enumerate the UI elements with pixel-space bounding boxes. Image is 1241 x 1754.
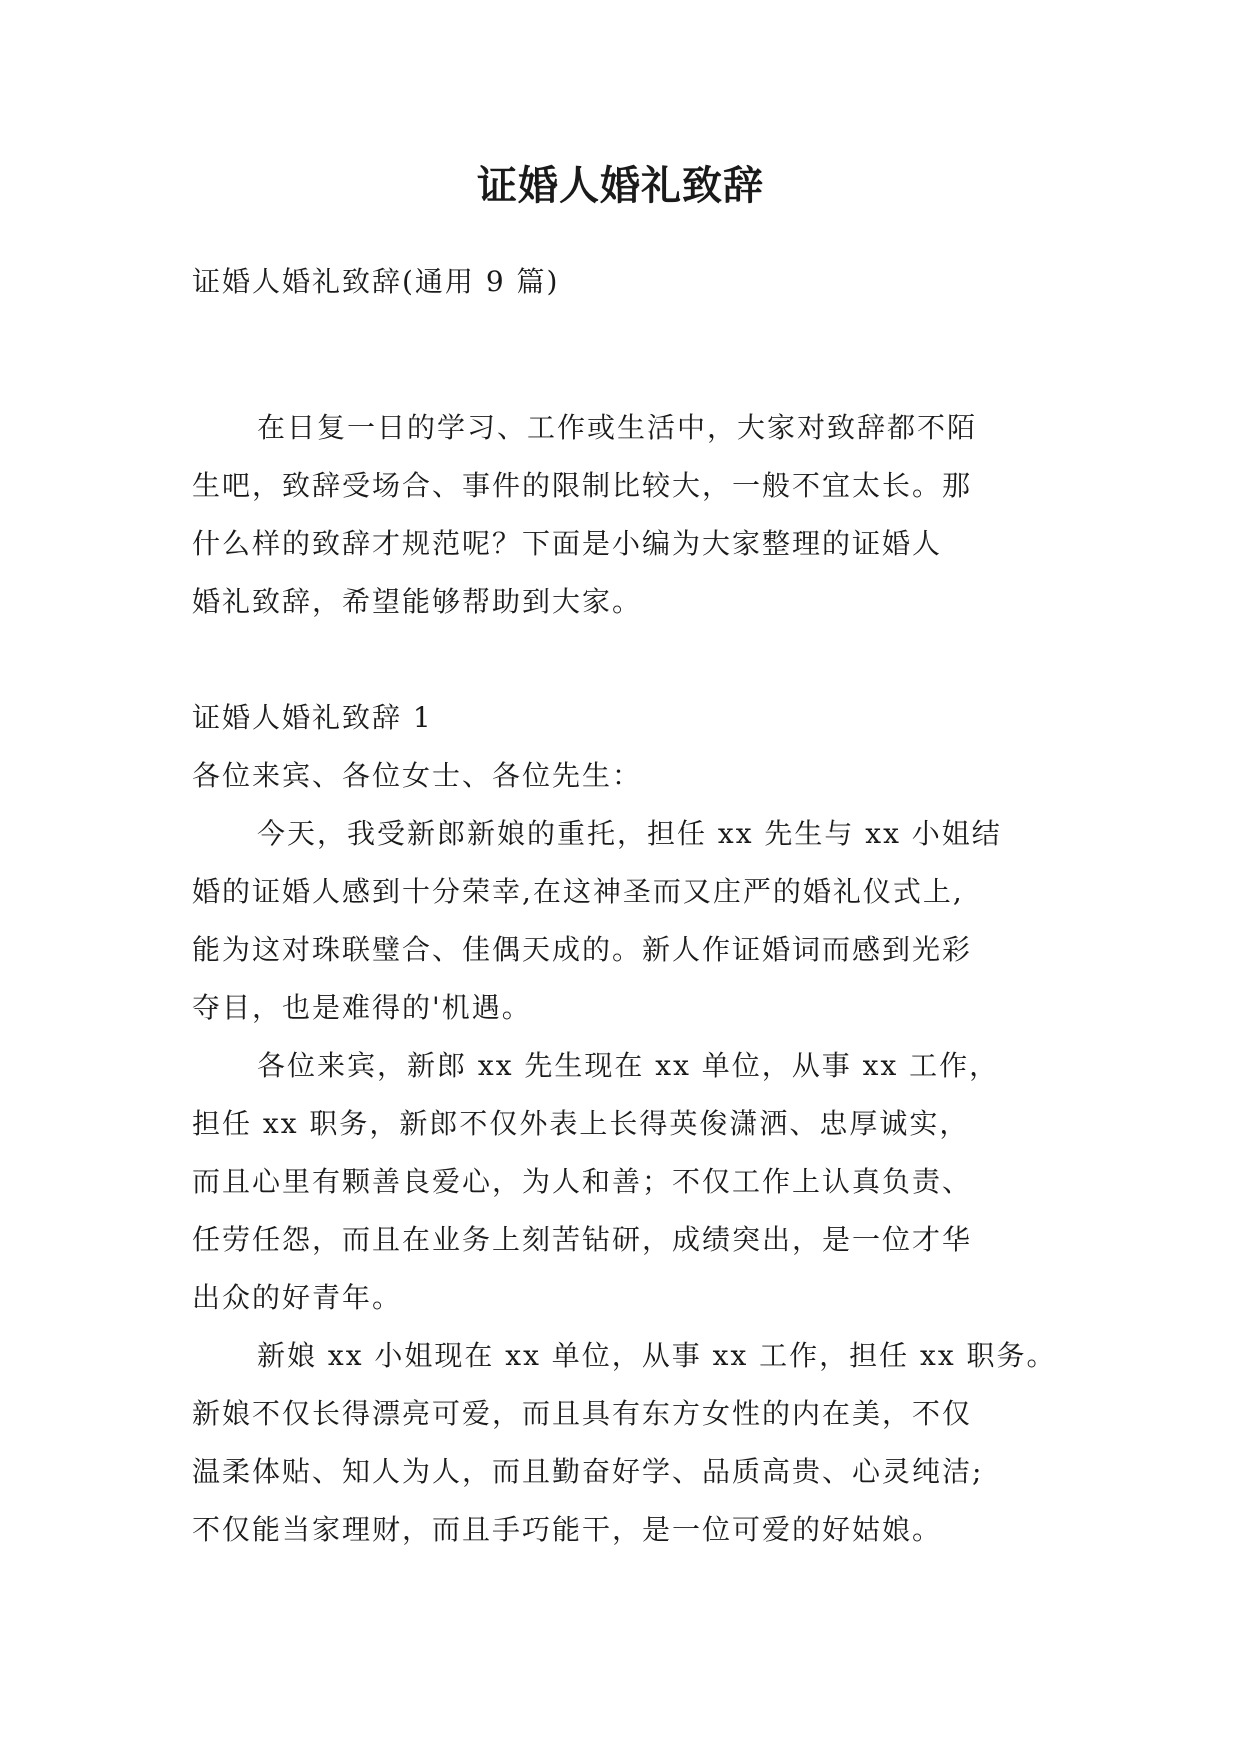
intro-line: 什么样的致辞才规范呢？下面是小编为大家整理的证婚人 <box>192 527 943 560</box>
paragraph-line: 新娘不仅长得漂亮可爱，而且具有东方女性的内在美，不仅 <box>192 1397 973 1430</box>
intro-line: 婚礼致辞，希望能够帮助到大家。 <box>192 585 643 618</box>
paragraph-line: 出众的好青年。 <box>192 1281 403 1314</box>
paragraph-line: 温柔体贴、知人为人，而且勤奋好学、品质高贵、心灵纯洁; <box>192 1455 984 1488</box>
paragraph-line: 夺目，也是难得的'机遇。 <box>192 991 532 1024</box>
paragraph-line: 婚的证婚人感到十分荣幸,在这神圣而又庄严的婚礼仪式上, <box>192 875 964 908</box>
document-title: 证婚人婚礼致辞 <box>477 163 764 209</box>
paragraph-line: 担任 xx 职务，新郎不仅外表上长得英俊潇洒、忠厚诚实， <box>192 1107 970 1140</box>
document-subtitle: 证婚人婚礼致辞(通用 9 篇) <box>192 265 560 298</box>
intro-line: 生吧，致辞受场合、事件的限制比较大，一般不宜太长。那 <box>192 469 973 502</box>
paragraph-line: 任劳任怨，而且在业务上刻苦钻研，成绩突出，是一位才华 <box>192 1223 973 1256</box>
paragraph-line: 能为这对珠联璧合、佳偶天成的。新人作证婚词而感到光彩 <box>192 933 973 966</box>
paragraph-line: 各位来宾，新郎 xx 先生现在 xx 单位，从事 xx 工作， <box>257 1049 1000 1082</box>
salutation: 各位来宾、各位女士、各位先生： <box>192 759 643 792</box>
paragraph-line: 新娘 xx 小姐现在 xx 单位，从事 xx 工作，担任 xx 职务。 <box>257 1339 1057 1372</box>
paragraph-line: 而且心里有颗善良爱心，为人和善；不仅工作上认真负责、 <box>192 1165 973 1198</box>
intro-line: 在日复一日的学习、工作或生活中，大家对致辞都不陌 <box>257 411 978 444</box>
paragraph-line: 不仅能当家理财，而且手巧能干，是一位可爱的好姑娘。 <box>192 1513 943 1546</box>
paragraph-line: 今天，我受新郎新娘的重托，担任 xx 先生与 xx 小姐结 <box>257 817 1002 850</box>
section-heading: 证婚人婚礼致辞 1 <box>192 701 433 734</box>
